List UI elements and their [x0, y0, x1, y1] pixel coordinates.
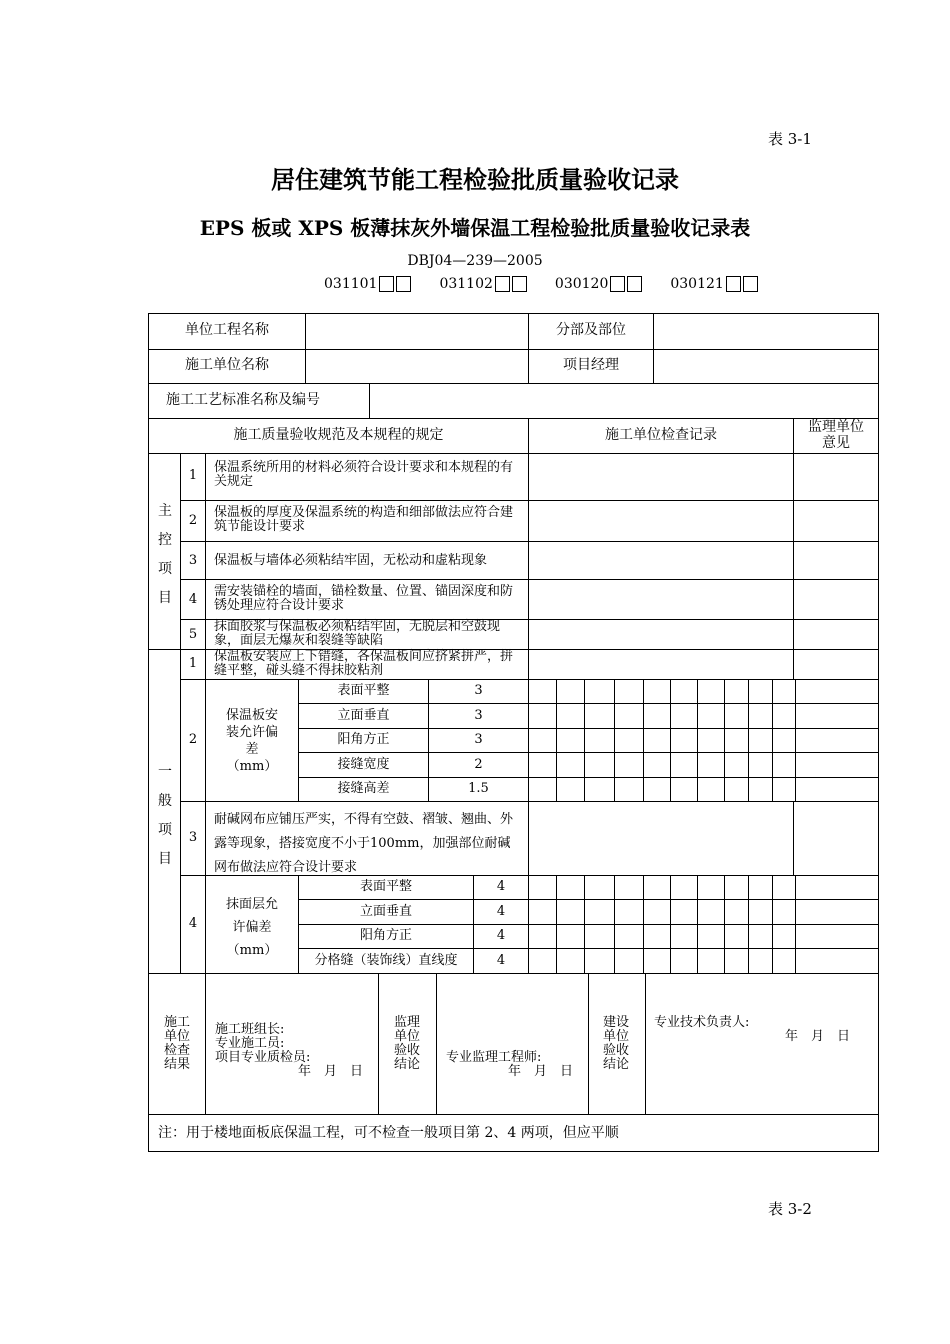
deviation-value: 4: [496, 953, 506, 968]
pro-worker-label: 专业施工员:: [215, 1036, 285, 1051]
deviation-value: 1.5: [468, 781, 489, 796]
label-project-manager: 项目经理: [563, 357, 619, 373]
deviation-name: 阳角方正: [359, 928, 412, 943]
main-item-no: 3: [188, 553, 198, 568]
main-item-no: 4: [188, 592, 198, 607]
deviation-value: 3: [474, 732, 483, 747]
deviation-name: 接缝高差: [337, 781, 390, 796]
label-contractor-result: 施工单位检查结果: [163, 1015, 190, 1072]
deviation-name: 表面平整: [359, 879, 412, 894]
deviation-value: 4: [496, 904, 506, 919]
table-number-top: 表 3-1: [768, 130, 812, 148]
page-title: 居住建筑节能工程检验批质量验收记录: [271, 165, 679, 194]
general-item-text: 保温板安装应上下错缝，各保温板间应挤紧拼严，拼缝平整，碰头缝不得抹胶粘剂: [214, 649, 514, 678]
main-item-text: 需安装锚栓的墙面，锚栓数量、位置、锚固深度和防锈处理应符合设计要求: [214, 584, 514, 613]
general-item-text: 耐碱网布应铺压严实，不得有空鼓、褶皱、翘曲、外露等现象，搭接宽度不小于100mm，加强部位耐碱网布做法应符合设计要求: [214, 812, 514, 875]
label-general: 一般项目: [158, 764, 172, 867]
deviation-label: 保温板安装允许偏差（mm）: [226, 708, 279, 774]
main-item-text: 保温板与墙体必须粘结牢固，无松动和虚粘现象: [214, 553, 488, 568]
date-owner: 年 月 日: [785, 1029, 851, 1044]
main-item-no: 2: [188, 513, 198, 528]
general-item-no: 4: [188, 916, 198, 931]
deviation-name: 表面平整: [337, 683, 390, 698]
deviation-label: 抹面层允许偏差（mm）: [225, 897, 278, 958]
qc-label: 项目专业质检员:: [215, 1050, 311, 1065]
date-contractor: 年 月 日: [298, 1064, 364, 1079]
label-check-column: 施工单位检查记录: [605, 427, 717, 443]
general-item-no: 3: [188, 830, 198, 845]
main-item-text: 保温系统所用的材料必须符合设计要求和本规程的有关规定: [214, 460, 514, 489]
label-sub-division: 分部及部位: [556, 322, 626, 338]
code-item: 031102: [439, 276, 526, 292]
general-item-no: 1: [188, 656, 198, 671]
deviation-value: 4: [496, 879, 506, 894]
label-supervision-column: 监理单位意见: [808, 419, 864, 451]
deviation-name: 立面垂直: [359, 904, 412, 919]
code-item: 030121: [670, 276, 757, 292]
label-supervision-result: 监理单位验收结论: [393, 1015, 420, 1072]
main-item-no: 5: [188, 627, 198, 642]
standard-code: DBJ04—239—2005: [407, 253, 543, 269]
code-item: 031101: [324, 276, 411, 292]
label-unit-project: 单位工程名称: [185, 322, 269, 338]
deviation-value: 3: [474, 683, 483, 698]
date-supervision: 年 月 日: [508, 1064, 574, 1079]
deviation-value: 4: [496, 928, 506, 943]
code-item: 030120: [555, 276, 642, 292]
team-leader-label: 施工班组长:: [215, 1022, 285, 1037]
supervisor-label: 专业监理工程师:: [446, 1050, 542, 1065]
footnote: 注：用于楼地面板底保温工程，可不检查一般项目第 2、4 两项，但应平顺: [158, 1125, 619, 1141]
label-process-standard: 施工工艺标准名称及编号: [166, 392, 320, 408]
label-contractor: 施工单位名称: [185, 357, 269, 373]
page-subtitle: EPS 板或 XPS 板薄抹灰外墙保温工程检验批质量验收记录表: [199, 216, 751, 240]
label-main-control: 主控项目: [158, 503, 172, 606]
deviation-name: 立面垂直: [337, 708, 390, 723]
deviation-name: 分格缝（装饰线）直线度: [314, 953, 458, 968]
label-owner-result: 建设单位验收结论: [602, 1015, 629, 1072]
main-item-text: 抹面胶浆与保温板必须粘结牢固，无脱层和空鼓现象，面层无爆灰和裂缝等缺陷: [214, 619, 501, 648]
general-item-no: 2: [188, 732, 198, 747]
deviation-value: 2: [474, 757, 483, 772]
owner-tech-label: 专业技术负责人:: [654, 1015, 750, 1030]
main-item-no: 1: [188, 468, 198, 483]
deviation-name: 接缝宽度: [337, 757, 390, 772]
deviation-value: 3: [474, 708, 483, 723]
deviation-name: 阳角方正: [337, 732, 390, 747]
main-item-text: 保温板的厚度及保温系统的构造和细部做法应符合建筑节能设计要求: [214, 505, 514, 534]
label-spec-column: 施工质量验收规范及本规程的规定: [233, 427, 444, 443]
table-number-bottom: 表 3-2: [768, 1200, 812, 1218]
